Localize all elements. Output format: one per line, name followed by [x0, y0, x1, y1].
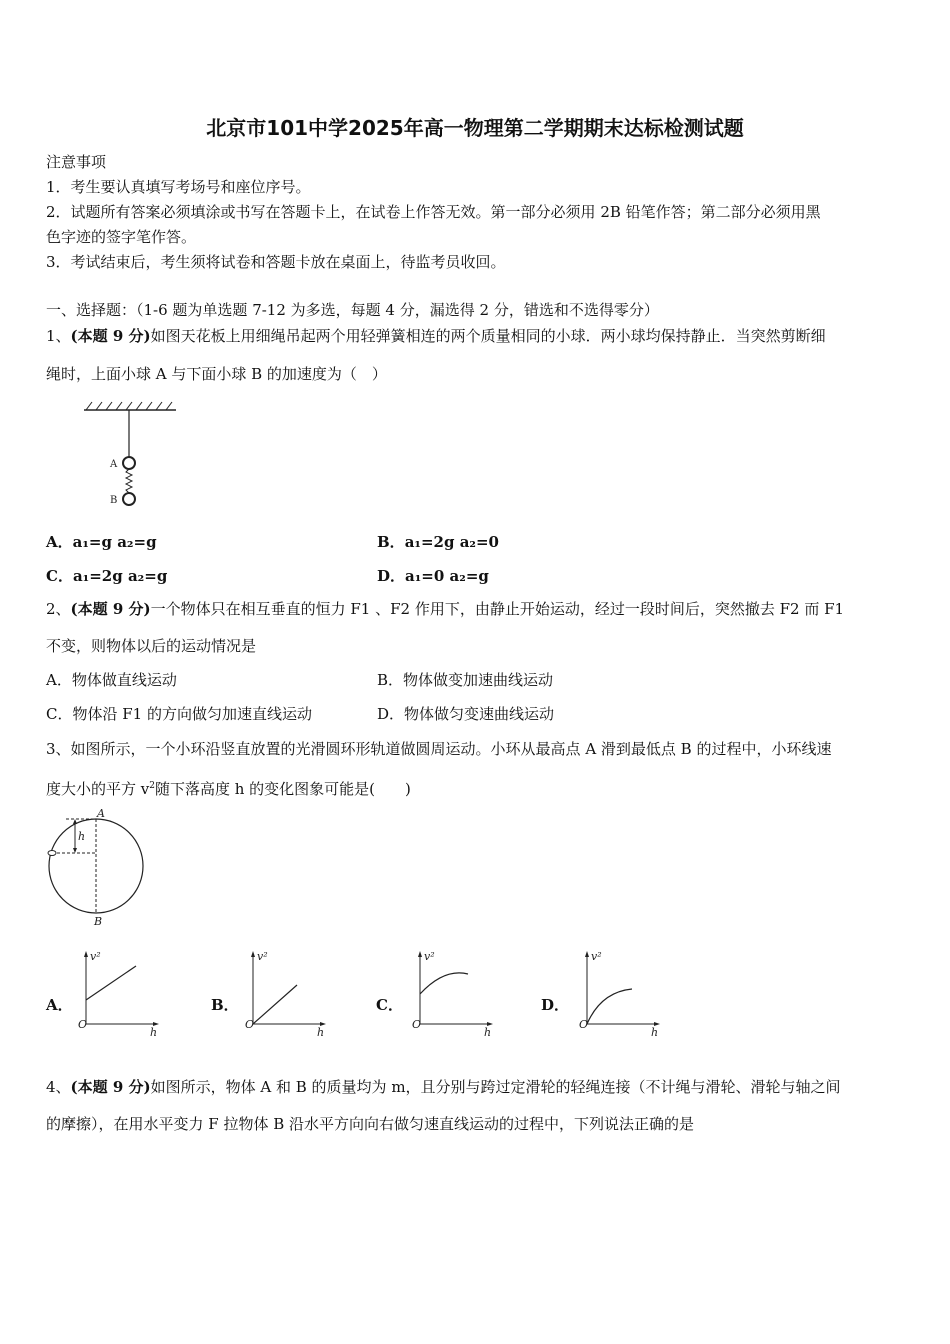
ball-b [123, 493, 135, 505]
graph-d-y-arrow [585, 951, 589, 957]
q1-line1: 如图天花板上用细绳吊起两个用轻弹簧相连的两个质量相同的小球．两小球均保持静止．当突然剪断细 [150, 327, 826, 345]
spring [126, 469, 132, 493]
q4-text [46, 1077, 841, 1097]
graph-b-y-arrow [251, 951, 255, 957]
q2-option-c[interactable]: C．物体沿 F1 的方向做匀加速直线运动 [46, 705, 312, 723]
q3-graph-c[interactable] [410, 948, 494, 1039]
q4-score: (本题 9 分) [70, 1078, 151, 1096]
q2-option-b[interactable]: B．物体做变加速曲线运动 [377, 671, 554, 689]
q3-option-b-label[interactable]: B． [211, 996, 239, 1014]
ceiling-hatch [86, 402, 172, 410]
q2-line1: 一个物体只在相互垂直的恒力 F1 、F2 作用下，由静止开始运动，经过一段时间后，突然撤去 F2 而 F1 [150, 600, 845, 618]
q1-line2: 绳时，上面小球 A 与下面小球 B 的加速度为（ ） [46, 365, 387, 383]
q2-line2: 不变，则物体以后的运动情况是 [46, 637, 257, 655]
graph-b-origin: O [245, 1018, 255, 1031]
q1-option-d[interactable] [377, 565, 489, 586]
h-arrow-head-bottom [73, 848, 77, 853]
graph-c-origin: O [412, 1018, 422, 1031]
q3-option-c-label[interactable]: C． [376, 996, 403, 1014]
q1-text [46, 326, 826, 346]
graph-d-curve [587, 989, 632, 1024]
q2-number: 2、 [46, 600, 71, 618]
q2-score: (本题 9 分) [70, 600, 151, 618]
q3-graph-a[interactable] [76, 948, 160, 1039]
ball-b-label: B [110, 495, 118, 506]
q4-line1: 如图所示，物体 A 和 B 的质量均为 m，且分别与跨过定滑轮的轻绳连接（不计绳与滑轮、滑轮与轴之间 [150, 1078, 841, 1096]
q3-graph-b[interactable] [243, 948, 327, 1039]
q4-number: 4、 [46, 1078, 71, 1096]
q1-option-d-text: a₁=0 a₂=g [405, 567, 489, 585]
point-a-label: A [97, 807, 105, 820]
graph-d-origin: O [579, 1018, 589, 1031]
notice-item-1: 1．考生要认真填写考场号和座位序号。 [46, 178, 311, 196]
q3-line2-a: 度大小的平方 v [46, 780, 150, 798]
notice-item-2: 2．试题所有答案必须填涂或书写在答题卡上，在试卷上作答无效。第一部分必须用 2B 铅笔作答；第二部分必须用黑 [46, 203, 821, 221]
h-arrow-head-top [73, 819, 77, 824]
q2-option-d[interactable]: D．物体做匀变速曲线运动 [377, 705, 555, 723]
q4-line2: 的摩擦），在用水平变力 F 拉物体 B 沿水平方向向右做匀速直线运动的过程中，下列说法正确的是 [46, 1115, 695, 1133]
q2-option-a[interactable]: A．物体做直线运动 [46, 671, 177, 689]
h-label: h [78, 830, 86, 843]
graph-c-curve [420, 973, 468, 994]
q1-figure [80, 400, 180, 510]
q3-circle-figure [44, 808, 154, 930]
ball-a [123, 457, 135, 469]
page-title: 北京市101中学2025年高一物理第二学期期末达标检测试题 [206, 116, 744, 140]
graph-b-curve [253, 985, 297, 1024]
ball-a-label: A [110, 459, 118, 470]
point-b-label: B [94, 915, 103, 928]
notice-item-2-cont: 色字迹的签字笔作答。 [46, 228, 197, 246]
q3-line1: 3、如图所示，一个小环沿竖直放置的光滑圆环形轨道做圆周运动。小环从最高点 A 滑到最低点 B 的过程中，小环线速 [46, 740, 832, 758]
q1-option-c-text: a₁=2g a₂=g [72, 567, 168, 585]
q1-option-d-label: D． [377, 567, 406, 585]
q1-option-a-text: a₁=g a₂=g [72, 533, 157, 551]
graph-a-origin: O [78, 1018, 88, 1031]
q3-option-d-label[interactable]: D． [541, 996, 570, 1014]
q1-option-a[interactable] [46, 531, 157, 552]
q1-option-c[interactable] [46, 565, 167, 586]
q3-line2 [46, 776, 411, 799]
graph-a-x-label: h [150, 1026, 158, 1039]
q3-line2-b: 随下落高度 h 的变化图象可能是( ) [154, 780, 411, 798]
q1-number: 1、 [46, 327, 71, 345]
graph-a-curve [86, 966, 136, 1000]
graph-c-x-label: h [484, 1026, 492, 1039]
q3-line2-sup: 2 [149, 781, 155, 791]
graph-c-y-arrow [418, 951, 422, 957]
q2-text [46, 599, 844, 619]
q1-score: (本题 9 分) [70, 327, 151, 345]
q3-graph-d[interactable] [577, 948, 661, 1039]
graph-b-x-label: h [317, 1026, 325, 1039]
q1-option-b-text: a₁=2g a₂=0 [404, 533, 499, 551]
graph-a-y-label: v² [90, 950, 101, 963]
graph-d-y-label: v² [591, 950, 602, 963]
graph-a-y-arrow [84, 951, 88, 957]
q1-option-b-label: B． [377, 533, 405, 551]
notice-item-3: 3．考试结束后，考生须将试卷和答题卡放在桌面上，待监考员收回。 [46, 253, 506, 271]
q1-option-a-label: A． [46, 533, 73, 551]
graph-b-y-label: v² [257, 950, 268, 963]
section-heading: 一、选择题：（1-6 题为单选题 7-12 为多选，每题 4 分，漏选得 2 分，错选和不选得零分） [46, 301, 659, 319]
q1-option-b[interactable] [377, 531, 499, 552]
q3-option-a-label[interactable]: A． [46, 996, 73, 1014]
notice-heading: 注意事项 [46, 153, 107, 171]
q1-option-c-label: C． [46, 567, 73, 585]
small-ring [48, 851, 56, 856]
graph-c-y-label: v² [424, 950, 435, 963]
graph-d-x-label: h [651, 1026, 659, 1039]
